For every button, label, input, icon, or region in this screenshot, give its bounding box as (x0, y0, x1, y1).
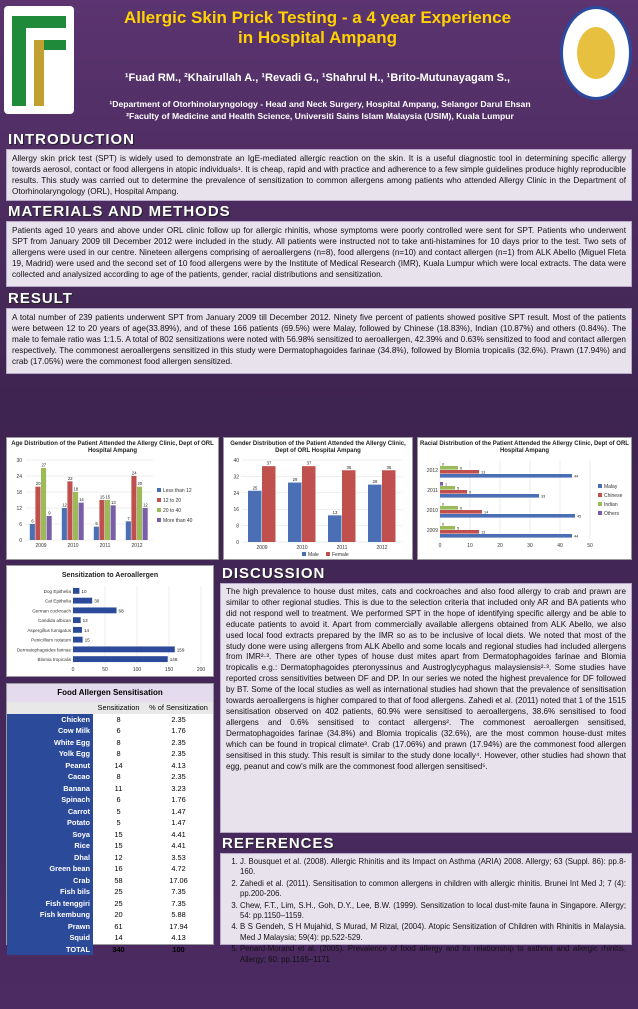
bar (111, 505, 116, 540)
x-tick-label: 50 (587, 543, 593, 549)
x-tick-label: 20 (497, 543, 503, 549)
data-label: 20 (137, 481, 143, 487)
table-cell: TOTAL (7, 944, 93, 956)
y-tick-label: Candida albican (38, 618, 71, 624)
data-label: 35 (346, 464, 352, 470)
legend-label: Others (604, 511, 620, 517)
x-tick-label: 40 (557, 543, 563, 549)
data-label: 33 (541, 494, 546, 499)
bar (248, 491, 262, 542)
bar (35, 487, 40, 540)
aeroallergen-chart (6, 565, 214, 677)
age-chart-svg (7, 438, 218, 559)
table-cell: Dhal (7, 852, 93, 864)
bar (440, 526, 455, 530)
table-cell: Carrot (7, 806, 93, 818)
table-row (7, 886, 213, 898)
table-cell: 58 (114, 875, 123, 885)
data-label: 25 (252, 485, 258, 491)
poster-title: Allergic Skin Prick Testing - a 4 year Experience in Hospital Ampang (123, 8, 512, 47)
bar (105, 500, 110, 540)
data-label: 5 (95, 521, 98, 527)
table-cell: White Egg (7, 737, 93, 749)
table-row (7, 817, 213, 829)
legend-label: More than 40 (163, 518, 193, 524)
bar (73, 617, 81, 623)
data-label: 37 (266, 460, 272, 466)
x-tick-label: 2010 (296, 545, 308, 551)
bar (440, 486, 455, 490)
table-row (7, 725, 213, 737)
table-header-cell: % of Sensitization (144, 702, 213, 714)
x-tick-label: 2011 (336, 545, 348, 551)
table-cell: 4.13 (171, 760, 186, 770)
table-cell: 14 (114, 933, 123, 943)
y-tick-label: 2011 (427, 488, 438, 494)
y-tick-label: 8 (236, 523, 239, 530)
data-label: 159 (176, 647, 185, 653)
bar (368, 485, 382, 542)
table-row (7, 829, 213, 841)
table-row (7, 748, 213, 760)
table-cell: 2.35 (171, 737, 186, 747)
table-cell: 8 (116, 749, 121, 759)
table-row (7, 760, 213, 772)
references-box (220, 853, 632, 964)
legend-swatch (598, 502, 602, 506)
x-tick-label: 2009 (256, 545, 268, 551)
data-label: 12 (62, 502, 67, 508)
data-label: 22 (67, 475, 73, 481)
data-label: 15 (84, 637, 90, 643)
y-tick-label: 24 (233, 490, 239, 497)
data-label: 14 (83, 627, 90, 633)
table-row (7, 840, 213, 852)
y-tick-label: Dog Epithelia (43, 588, 71, 594)
reference-item: 4. B S Gendeh, S H Mujahid, S Murad, M Rizal, (2004). Atopic Sensitization of Children with Rhinitis in Malaysia. Med J Malaysia; 59(4): pp.522-529. (240, 922, 626, 943)
table-cell: Green bean (7, 863, 93, 875)
table-cell: 340 (112, 944, 125, 954)
table-cell: Crab (7, 875, 93, 887)
data-label: 27 (41, 462, 47, 468)
y-tick-label: 0 (236, 540, 239, 546)
bar (73, 492, 78, 540)
table-cell: Soya (7, 829, 93, 841)
table-cell: 8 (116, 772, 121, 782)
food-table-title: Food Allergen Sensitisation (7, 684, 213, 702)
x-tick-label: 30 (527, 543, 533, 549)
table-cell: 11 (114, 783, 123, 793)
table-header-cell: Sensitization (93, 702, 144, 714)
y-tick-label: 40 (233, 458, 239, 464)
legend-label: Less than 12 (163, 488, 192, 494)
table-cell: 15 (114, 829, 123, 839)
data-label: 18 (73, 486, 79, 492)
bar (73, 627, 82, 633)
legend-swatch (157, 508, 161, 512)
data-label: 148 (169, 657, 178, 663)
bar (440, 506, 458, 510)
table-cell: 3.23 (171, 783, 186, 793)
table-cell: Fish tenggiri (7, 898, 93, 910)
data-label: 20 (35, 481, 41, 487)
y-tick-label: Dermatophagoides farinae (16, 647, 71, 653)
racial-distribution-chart (417, 437, 632, 560)
table-cell: 5 (116, 806, 121, 816)
data-label: 6 (460, 466, 463, 471)
bar (79, 503, 84, 540)
bar (440, 470, 479, 474)
table-cell: Fish kembung (7, 909, 93, 921)
data-label: 0 (442, 462, 445, 467)
data-label: 37 (306, 460, 312, 466)
y-tick-label: 16 (233, 507, 239, 514)
legend-swatch (598, 493, 602, 497)
bar (262, 466, 276, 542)
table-cell: 17.06 (169, 875, 188, 885)
data-label: 29 (292, 477, 298, 483)
data-label: 13 (111, 499, 116, 505)
data-label: 68 (118, 608, 124, 614)
bar (302, 466, 316, 542)
table-cell: 6 (116, 795, 121, 805)
bar (288, 483, 302, 542)
reference-item: 5. Penard-Morand et al. (2005). Prevalence of food allergy and its relationship to asthma and allergic rhinitis. Allergy; 60: pp.1165–1171 (240, 944, 626, 965)
data-label: 1 (445, 482, 448, 487)
data-label: 6 (31, 518, 34, 524)
bar (73, 588, 79, 594)
legend-label: 12 to 20 (163, 498, 182, 504)
y-tick-label: 18 (16, 490, 22, 496)
x-tick-label: 2011 (99, 543, 111, 549)
bar (126, 521, 131, 540)
table-row (7, 783, 213, 795)
data-label: 45 (577, 514, 582, 519)
legend-label: Chinese (604, 493, 623, 499)
poster-header (0, 0, 638, 130)
bar (94, 527, 99, 540)
y-tick-label: 24 (16, 474, 22, 480)
table-cell: 1.47 (171, 806, 186, 816)
table-cell: 100 (172, 944, 185, 954)
table-row (7, 921, 213, 933)
y-tick-label: 6 (19, 522, 22, 528)
table-row (7, 932, 213, 944)
result-text: A total number of 239 patients underwent SPT from January 2009 till December 2012. Ninety five percent of patients showed positive SPT result. Most of the patients were between 12 to 20 years of age(33.89%), and of these 166 patients (69.5%) were Malay, followed by Chinese (18.83%), Indian (10.87%) and others (0.84%). The male to female ratio was 1:1.5. A total of 802 sensitizations were noted with 56.98% sensitized to aeroallergen, 42.39% and 0.63% sensitized to food and contact allergen respectively. The commonest aeroallergens sensitized in this study were Dermatophagoides farinae (34.8%), followed by Blomia tropicalis (32.6%). Prawn (17.94%) and crab (17.05%) were the commonest food allergen sensitized. (6, 308, 632, 374)
table-cell: 8 (116, 737, 121, 747)
table-cell: 12 (114, 852, 123, 862)
data-label: 13 (481, 530, 486, 535)
table-cell: 5 (116, 818, 121, 828)
table-row (7, 737, 213, 749)
bar (440, 534, 572, 538)
data-label: 9 (469, 490, 472, 495)
data-label: 15 (105, 494, 111, 500)
bar (73, 598, 92, 604)
data-label: 14 (484, 510, 489, 515)
table-cell: 25 (114, 887, 123, 897)
y-tick-label: 30 (16, 458, 22, 464)
discussion-text: The high prevalence to house dust mites, cats and cockroaches and also food allergy to crab and prawn are similar to other regional studies. This is due to the selection criteria that included only AR and BA patients who did not respond well to treatment. We performed SPT in the hope of identifying specific allergy and be able to educate patients to avoid it. Apart from commercially available allergens obtained from ALK Abello, we also used local food extracts prepared by the IMR so as to be inclusive of local diets. We noted that most of the study done were using allergens from ALK Abello and some locals and regional studies had included allergens from IMR²·³. There are other types of house dust mites apart from Dermatophagoides farinae and Blomia tropicalis e.g.: Dermatophagoides pteronyssinus and Austroglycyphagus malaysiensis²·³. Some studies have reported cross sensitivities between DF and DP. In our series we noted the highest prevalence for DF followed by BT. Some of the local studies as well as international studies had shown that the prevalence of sensitisation towards aeroallergens is higher compared to that of food allergens. Zahedi et al. (2011) noted that 1 of the 1515 sensitisation observed on 402 patients, 60.9% were sensitised to aeroallergens, 38.6% sensitised to food allergens and 0.6% sensitised to contact allergens². The commonest aeroallergen sensitised, Dermatophagoides farinae (34.8%) and Blomia tropicalis (32.6%), are the most common house-dust mites which can be found in tropical climate³. Crab (17.06%) and prawn (17.94%) are the commonest food allergen sensitised in this study. This result is similar to the study done locally⁴. However, other studies had shown that egg, peanut and cow's milk are the commonest food allergen sensitised⁵. (220, 583, 632, 833)
table-cell: 1.76 (171, 726, 186, 736)
table-cell: 2.35 (171, 749, 186, 759)
bar (41, 468, 46, 540)
table-cell: 17.94 (169, 921, 188, 931)
x-tick-label: 10 (467, 543, 473, 549)
table-cell: Chicken (7, 714, 93, 726)
authors: ¹Fuad RM., ²Khairullah A., ¹Revadi G., ¹Shahrul H., ¹Brito-Mutunayagam S., (124, 72, 511, 84)
table-cell: 1.47 (171, 818, 186, 828)
bar (47, 516, 52, 540)
reference-item: 1. J. Bousquet et al. (2008). Allergic Rhinitis and its Impact on Asthma (ARIA) 2008. Allergy; 63 (Suppl. 86): pp.8-160. (240, 857, 626, 878)
table-cell: 1.76 (171, 795, 186, 805)
table-cell: 15 (114, 841, 123, 851)
y-tick-label: 12 (16, 506, 22, 512)
table-row (7, 875, 213, 887)
table-cell: 5.88 (171, 910, 186, 920)
racial-chart-svg (418, 438, 631, 559)
table-cell: Cacao (7, 771, 93, 783)
data-label: 44 (574, 474, 579, 479)
table-cell: Yolk Egg (7, 748, 93, 760)
data-label: 5 (457, 486, 460, 491)
bar (30, 524, 35, 540)
data-label: 10 (81, 588, 87, 594)
bar (440, 494, 539, 498)
table-cell: 20 (114, 910, 123, 920)
references-list (226, 857, 626, 965)
table-cell: Squid (7, 932, 93, 944)
aeroallergen-chart-svg (7, 566, 213, 676)
legend-swatch (157, 518, 161, 522)
food-allergen-table (6, 683, 214, 954)
table-cell: Peanut (7, 760, 93, 772)
bar (440, 466, 458, 470)
y-tick-label: 2012 (426, 468, 438, 474)
data-label: 13 (332, 509, 338, 515)
x-tick-label: 2012 (376, 545, 388, 551)
gender-chart-svg (224, 438, 412, 559)
legend-label: 20 to 40 (163, 508, 182, 514)
bar (131, 476, 136, 540)
x-tick-label: 2010 (67, 543, 79, 549)
table-row (7, 863, 213, 875)
table-header-cell (7, 702, 93, 714)
table-cell: 25 (114, 898, 123, 908)
table-cell: 2.35 (171, 714, 186, 724)
table-row (7, 898, 213, 910)
y-tick-label: 2009 (426, 528, 438, 534)
introduction-heading: INTRODUCTION (8, 131, 135, 148)
result-heading: RESULT (8, 290, 73, 307)
bar (143, 508, 148, 540)
aeroallergen-chart-title: Sensitization to Aeroallergen (61, 572, 159, 579)
data-label: 35 (386, 464, 392, 470)
data-label: 5 (457, 526, 460, 531)
reference-item: 3. Chew, F.T., Lim, S.H., Goh, D.Y., Lee, B.W. (1999). Sensitization to local dust-mite fauna in Singapore. Allergy; 54: pp.1150–1159. (240, 901, 626, 922)
legend-swatch (157, 488, 161, 492)
data-label: 6 (460, 506, 463, 511)
table-row (7, 714, 213, 726)
bar (73, 656, 168, 662)
bar (137, 487, 142, 540)
table-row (7, 794, 213, 806)
data-label: 24 (131, 470, 137, 476)
table-row (7, 944, 213, 956)
legend-label: Malay (604, 484, 618, 490)
bar (342, 470, 356, 542)
gender-distribution-chart (223, 437, 413, 560)
table-row (7, 806, 213, 818)
introduction-text: Allergy skin prick test (SPT) is widely used to demonstrate an IgE-mediated allergic reaction on the skin. It is a useful diagnostic tool in determining specific allergy towards aerosol, contact or food allergens in atopic individuals¹. It is cheap, rapid and with practice and adherence to a few simple guidelines produce highly reproducible results. This study was carried out to determine the prevalence of sensitization to common allergens among patients who attended Allergy Clinic in the Department of Otorhinolaryngology (ORL), Hospital Ampang. (6, 149, 632, 201)
table-row (7, 909, 213, 921)
data-label: 15 (99, 494, 105, 500)
data-label: 0 (442, 502, 445, 507)
bar (73, 637, 83, 643)
y-tick-label: Aspergillus fumigatus (27, 627, 71, 633)
table-cell: 3.53 (171, 852, 186, 862)
table-cell: 8 (116, 714, 121, 724)
x-tick-label: 150 (164, 667, 174, 673)
data-label: 0 (442, 522, 445, 527)
bar (440, 530, 479, 534)
legend-swatch (326, 552, 330, 556)
bar (73, 646, 175, 652)
table-cell: 4.41 (171, 829, 186, 839)
x-tick-label: 100 (132, 667, 142, 673)
y-tick-label: Penicillium notatum (31, 637, 71, 643)
table-cell: Prawn (7, 921, 93, 933)
data-label: 44 (574, 534, 579, 539)
age-chart-title: Age Distribution of the Patient Attended the Allergy Clinic, Dept of ORL Hospital Ampang (11, 441, 214, 454)
bar (440, 490, 467, 494)
table-cell: 6 (116, 726, 121, 736)
methods-heading: MATERIALS AND METHODS (8, 203, 231, 220)
data-label: 9 (48, 510, 51, 516)
legend-label: Female (332, 552, 349, 558)
x-tick-label: 50 (102, 667, 108, 673)
data-label: 13 (481, 470, 486, 475)
table-cell: Cow Milk (7, 725, 93, 737)
table-cell: Spinach (7, 794, 93, 806)
discussion-heading: DISCUSSION (222, 565, 326, 582)
bar (440, 482, 443, 486)
bar (67, 481, 72, 540)
data-label: 28 (372, 479, 378, 485)
legend-swatch (302, 552, 306, 556)
y-tick-label: 32 (233, 474, 239, 481)
y-tick-label: 0 (19, 538, 22, 544)
bar (440, 514, 575, 518)
y-tick-label: Blomia tropicalis (37, 657, 71, 663)
table-cell: 4.72 (171, 864, 186, 874)
table-cell: 2.35 (171, 772, 186, 782)
y-tick-label: Cat Epithelia (44, 598, 71, 604)
racial-chart-title: Racial Distribution of the Patient Attended the Allergy Clinic, Dept of ORL Hospital Ampang (420, 441, 629, 454)
table-cell: 16 (114, 864, 123, 874)
table-cell: 61 (114, 921, 123, 931)
legend-label: Indian (604, 502, 618, 508)
x-tick-label: 0 (438, 543, 442, 549)
gender-chart-title: Gender Distribution of the Patient Attended the Allergy Clinic, Dept of ORL Hospital Ampang (230, 441, 406, 454)
legend-swatch (598, 484, 602, 488)
y-tick-label: German cockroach (32, 608, 71, 614)
data-label: 12 (143, 502, 148, 508)
legend-swatch (598, 511, 602, 515)
bar (99, 500, 104, 540)
legend-label: Male (308, 552, 319, 558)
methods-text: Patients aged 10 years and above under ORL clinic follow up for allergic rhinitis, whose symptoms were poorly controlled were sent for SPT. Patients who underwent SPT from January 2009 till December 2012 were included in the study. All patients were instructed not to take anti-histamines for 10 days prior to the test. Two sets of allergens were used in our centre. Nineteen allergens comprising of aeroallergens (n=8), food allergens (n=10) and contact allergen (n=1) from ALK Abello (Miguel Fleta 19, Madrid) were used and the second set of 10 food allergens were by the Institute of Medical Research (IMR), Kuala Lumpur which were local extracts. The data were collected and analysized according to age of the patients, gender, racial distributions and sensitization. (6, 221, 632, 287)
bar (382, 470, 396, 542)
table-cell: 7.35 (171, 887, 186, 897)
hospital-logo-right (560, 6, 632, 100)
data-label: 30 (94, 598, 100, 604)
table-cell: Fish bils (7, 886, 93, 898)
bar (62, 508, 67, 540)
x-tick-label: 200 (196, 667, 206, 673)
data-label: 14 (79, 497, 84, 503)
bar (440, 510, 482, 514)
legend-swatch (157, 498, 161, 502)
y-tick-label: 2010 (426, 508, 438, 514)
reference-item: 2. Zahedi et al. (2011). Sensitisation to common allergens in children with allergic rhinitis. Brunei Int Med J; 7 (4): pp.200-206. (240, 879, 626, 900)
table-cell: 4.41 (171, 841, 186, 851)
x-tick-label: 2009 (35, 543, 47, 549)
data-label: 7 (127, 515, 130, 521)
affiliations: ¹Department of Otorhinolaryngology - Head and Neck Surgery, Hospital Ampang, Selangor Darul Ehsan ²Faculty of Medicine and Health Science, Universiti Sains Islam Malaysia (USIM), Kuala Lumpur (109, 99, 531, 121)
x-tick-label: 0 (71, 667, 75, 673)
table-row (7, 771, 213, 783)
table-cell: 7.35 (171, 898, 186, 908)
bar (73, 607, 117, 613)
table-cell: Rice (7, 840, 93, 852)
bar (440, 474, 572, 478)
table-cell: Potato (7, 817, 93, 829)
table-row (7, 852, 213, 864)
table-cell: Banana (7, 783, 93, 795)
data-label: 12 (82, 618, 88, 624)
bar (328, 515, 342, 542)
table-cell: 14 (114, 760, 123, 770)
x-tick-label: 2012 (131, 543, 143, 549)
age-distribution-chart (6, 437, 219, 560)
food-table-grid (7, 702, 213, 955)
table-cell: 4.13 (171, 933, 186, 943)
references-heading: REFERENCES (222, 835, 335, 852)
